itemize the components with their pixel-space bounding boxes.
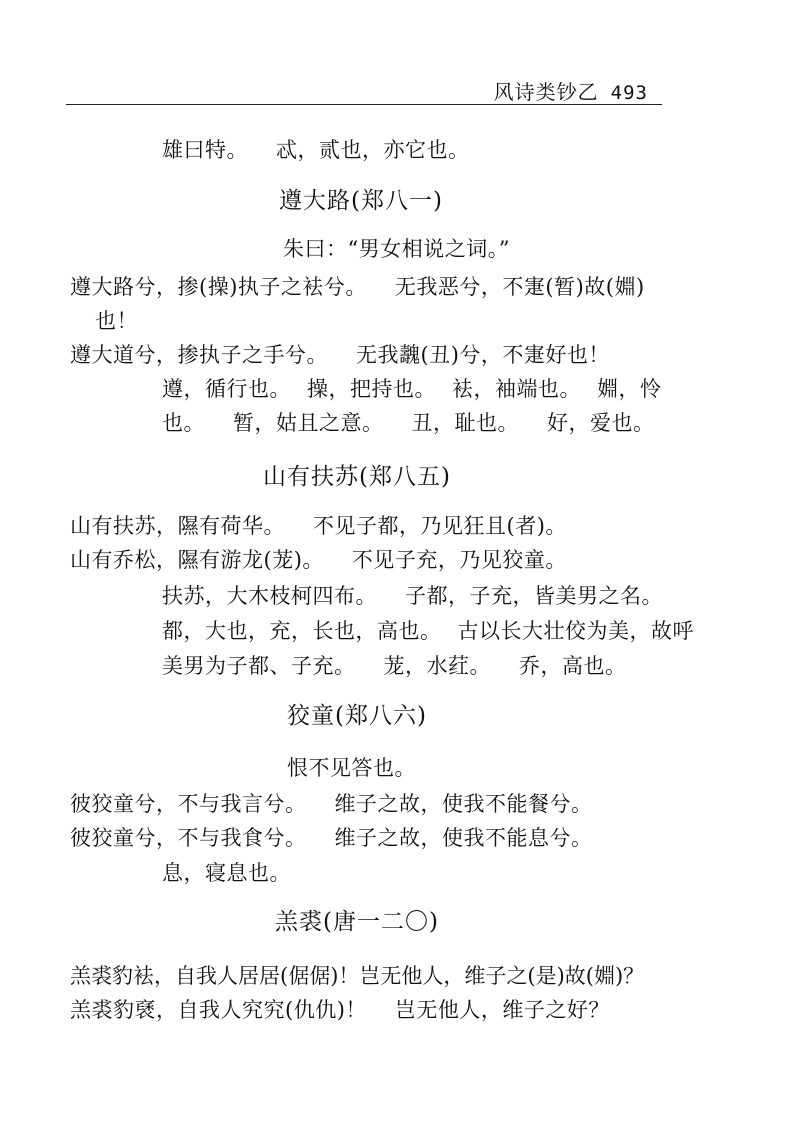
text-line: 也！ (95, 309, 138, 333)
text-line: 都，大也，充，长也，高也。 古以长大壮佼为美，故呼 (162, 619, 694, 643)
header-rule (66, 104, 662, 105)
text-line: 遵大路兮，掺(操)执子之袪兮。 无我恶兮，不寁(暂)故(婣) (70, 275, 645, 299)
text-line: 山有扶苏，隰有荷华。 不见子都，乃见狂且(者)。 (70, 514, 567, 538)
running-header (494, 76, 648, 105)
text-line: 遵，循行也。 操，把持也。 袪，袖端也。 婣，怜 (162, 377, 662, 401)
text-line: 美男为子都、子充。 茏，水荭。 乔，高也。 (162, 654, 627, 678)
text-line: 也。 暂，姑且之意。 丑，耻也。 好，爱也。 (162, 411, 655, 435)
text-line: 彼狡童兮，不与我言兮。 维子之故，使我不能餐兮。 (70, 792, 593, 816)
text-line: 扶苏，大木枝柯四布。 子都，子充，皆美男之名。 (162, 584, 663, 608)
page-number: 493 (610, 82, 648, 104)
text-line: 山有乔松，隰有游龙(茏)。 不见子充，乃见狡童。 (70, 548, 567, 572)
text-line: 息，寝息也。 (162, 861, 291, 885)
text-line: 遵大道兮，掺执子之手兮。 无我魗(丑)兮，不寁好也！ (70, 343, 610, 367)
header-title: 风诗类钞乙 (493, 80, 599, 104)
section-title: 羔裘(唐一二〇) (275, 909, 439, 935)
text-line: 羔裘豹褎，自我人究究(仇仇)！ 岂无他人，维子之好？ (70, 998, 610, 1022)
text-line: 朱曰：“男女相说之词。” (283, 237, 510, 261)
text-line: 雄曰特。 忒，贰也，亦它也。 (162, 138, 470, 162)
text-line: 恨不见答也。 (287, 756, 416, 780)
section-title: 狡童(郑八六) (287, 703, 427, 729)
section-title: 山有扶苏(郑八五) (263, 464, 451, 490)
text-line: 羔裘豹袪，自我人居居(倨倨)！岂无他人，维子之(是)故(婣)？ (70, 964, 645, 988)
text-line: 彼狡童兮，不与我食兮。 维子之故，使我不能息兮。 (70, 826, 593, 850)
section-title: 遵大路(郑八一) (279, 188, 443, 214)
